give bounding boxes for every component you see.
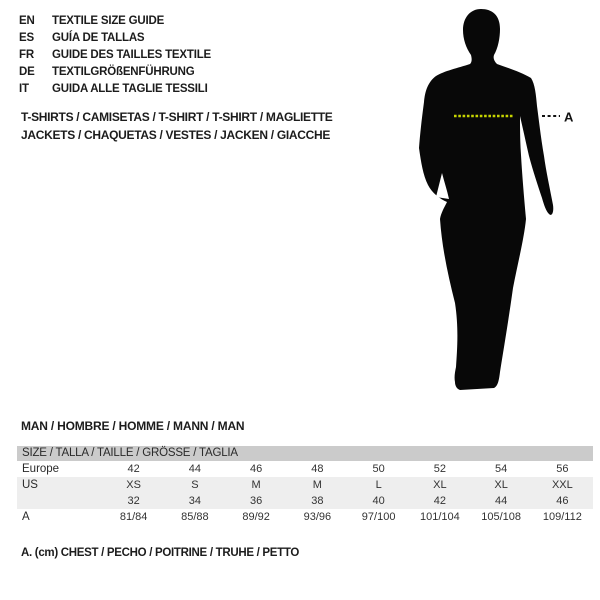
table-cell: 46	[556, 495, 569, 507]
language-title: GUÍA DE TALLAS	[52, 32, 145, 44]
row-label: US	[22, 479, 38, 491]
language-row-fr	[19, 47, 211, 64]
language-code: ES	[19, 32, 34, 44]
language-title: TEXTILE SIZE GUIDE	[52, 15, 165, 27]
language-row-de	[19, 64, 211, 81]
language-row-en	[19, 13, 211, 30]
table-cell: 40	[372, 495, 385, 507]
table-cell: 42	[433, 495, 446, 507]
language-code: EN	[19, 15, 35, 27]
table-cell: 36	[250, 495, 263, 507]
table-cell: XL	[433, 479, 447, 491]
table-cell: 44	[495, 495, 508, 507]
table-cell: 38	[311, 495, 324, 507]
size-table-header: SIZE / TALLA / TAILLE / GRÖSSE / TAGLIA	[17, 446, 593, 461]
table-cell: 85/88	[181, 511, 209, 523]
table-cell: 105/108	[481, 511, 521, 523]
table-cell: L	[375, 479, 382, 491]
table-cell: 81/84	[119, 511, 148, 523]
language-code: FR	[19, 49, 34, 61]
table-row-us-numeric	[17, 493, 593, 509]
language-code: DE	[19, 66, 35, 78]
language-title: TEXTILGRÖßENFÜHRUNG	[52, 66, 195, 78]
table-cell: 42	[127, 463, 140, 475]
table-cell: M	[251, 479, 261, 491]
table-row-europe	[17, 461, 593, 477]
table-cell: 97/100	[361, 511, 396, 523]
table-cell: M	[312, 479, 322, 491]
table-cell: 109/112	[542, 511, 582, 523]
language-row-it	[19, 81, 211, 98]
table-cell: 89/92	[242, 511, 270, 523]
row-label	[17, 493, 103, 509]
language-title: GUIDA ALLE TAGLIE TESSILI	[52, 83, 208, 95]
size-table	[17, 446, 593, 525]
row-label: A	[22, 511, 30, 523]
table-cell: 93/96	[303, 511, 332, 523]
category-tshirts: T-SHIRTS / CAMISETAS / T-SHIRT / T-SHIRT / MAGLIETTE	[21, 110, 333, 124]
table-cell: S	[191, 479, 199, 491]
table-cell: 34	[188, 495, 201, 507]
row-label: Europe	[22, 463, 60, 475]
language-row-es	[19, 30, 211, 47]
garment-categories	[21, 108, 333, 144]
table-cell: 46	[250, 463, 263, 475]
table-cell: 50	[372, 463, 385, 475]
measure-label-a: A	[564, 109, 574, 125]
table-cell: 101/104	[419, 511, 460, 523]
table-cell: XL	[494, 479, 508, 491]
language-list	[19, 13, 211, 98]
man-silhouette-icon	[378, 5, 578, 395]
table-cell: 52	[433, 463, 446, 475]
table-cell: 54	[495, 463, 508, 475]
category-jackets: JACKETS / CHAQUETAS / VESTES / JACKEN / GIACCHE	[21, 128, 331, 142]
gender-label: MAN / HOMBRE / HOMME / MANN / MAN	[21, 419, 245, 433]
table-row-us	[17, 477, 593, 493]
measurement-footnote: A. (cm) CHEST / PECHO / POITRINE / TRUHE / PETTO	[21, 547, 300, 559]
table-row-chest-a	[17, 509, 593, 525]
table-cell: 48	[311, 463, 324, 475]
table-cell: 44	[188, 463, 201, 475]
language-title: GUIDE DES TAILLES TEXTILE	[52, 49, 211, 61]
language-code: IT	[19, 83, 29, 95]
table-cell: XS	[126, 479, 141, 491]
table-cell: 32	[127, 495, 140, 507]
table-cell: 56	[556, 463, 569, 475]
table-cell: XXL	[551, 479, 573, 491]
